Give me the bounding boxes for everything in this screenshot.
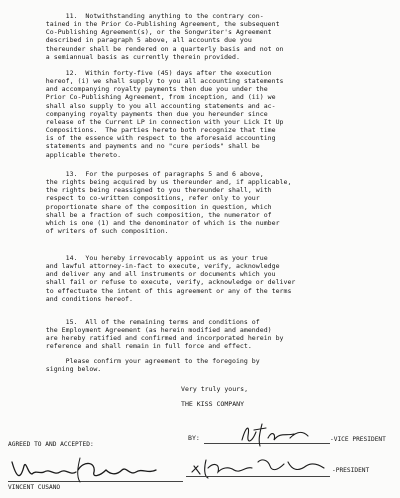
agreed-label: AGREED TO AND ACCEPTED: xyxy=(8,441,94,448)
closing-salutation: Very truly yours, xyxy=(181,385,249,393)
signer-name: VINCENT CUSANO xyxy=(8,484,61,491)
president-label: -PRESIDENT xyxy=(332,467,370,474)
paragraph-14: 14. You hereby irrevocably appoint us as your true and lawful attorney-in-fact to execute, verify, acknowledge and deliver any and all instruments or documents which you shall fail or refuse to execute, verify, acknowledge or deliver to effectuate the intent of this agreement or any of the terms and conditions hereof. xyxy=(45,254,296,303)
vice-president-label: -VICE PRESIDENT xyxy=(330,436,386,443)
paragraph-11: 11. Notwithstanding anything to the contrary con- tained in the Prior Co-Publishing Agreement, the subsequent Co-Publishing Agreement(s), or the Songwriter's Agreement described in paragraph 5 above, all accounts due you thereunder shall be rendered on a quarterly basis and not on a semiannual basis as currently therein provided. xyxy=(45,12,284,61)
paragraph-12: 12. Within forty-five (45) days after the execution hereof, (i) we shall supply to you all accounting statements and accompanying royalty payments then due you under the Prior Co-Publishing Agreement, from inception, and (ii) we shall also supply to you all accounting statements and ac- companying royalty payments then due you hereunder since release of the Current LP in connection with your Lick It Up Compositions. The parties hereto both recognize that time is of the essence with respect to the aforesaid accounting statements and payments and no "cure periods" shall be applicable thereto. xyxy=(45,69,284,159)
confirm-paragraph: Please confirm your agreement to the foregoing by signing below. xyxy=(45,357,260,374)
signer-signature xyxy=(10,456,180,484)
president-signature-line xyxy=(186,476,330,477)
paragraph-13: 13. For the purposes of paragraphs 5 and 6 above, the rights being acquired by us thereunder and, if applicable, the rights being reassigned to you thereunder shall, with respect to co-written compositions, refer only to your proportionate share of the composition in question, which shall be a fraction of such composition, the numerator of which is one (1) and the denominator of which is the number of writers of such composition. xyxy=(45,170,292,236)
vice-president-signature xyxy=(236,418,316,450)
president-signature xyxy=(188,452,328,482)
by-label: BY: xyxy=(188,434,200,442)
paragraph-15: 15. All of the remaining terms and conditions of the Employment Agreement (as herein modified and amended) are hereby ratified and confirmed and incorporated herein by reference and shall remain in full force and effect. xyxy=(45,318,284,351)
company-name: THE KISS COMPANY xyxy=(181,400,245,408)
